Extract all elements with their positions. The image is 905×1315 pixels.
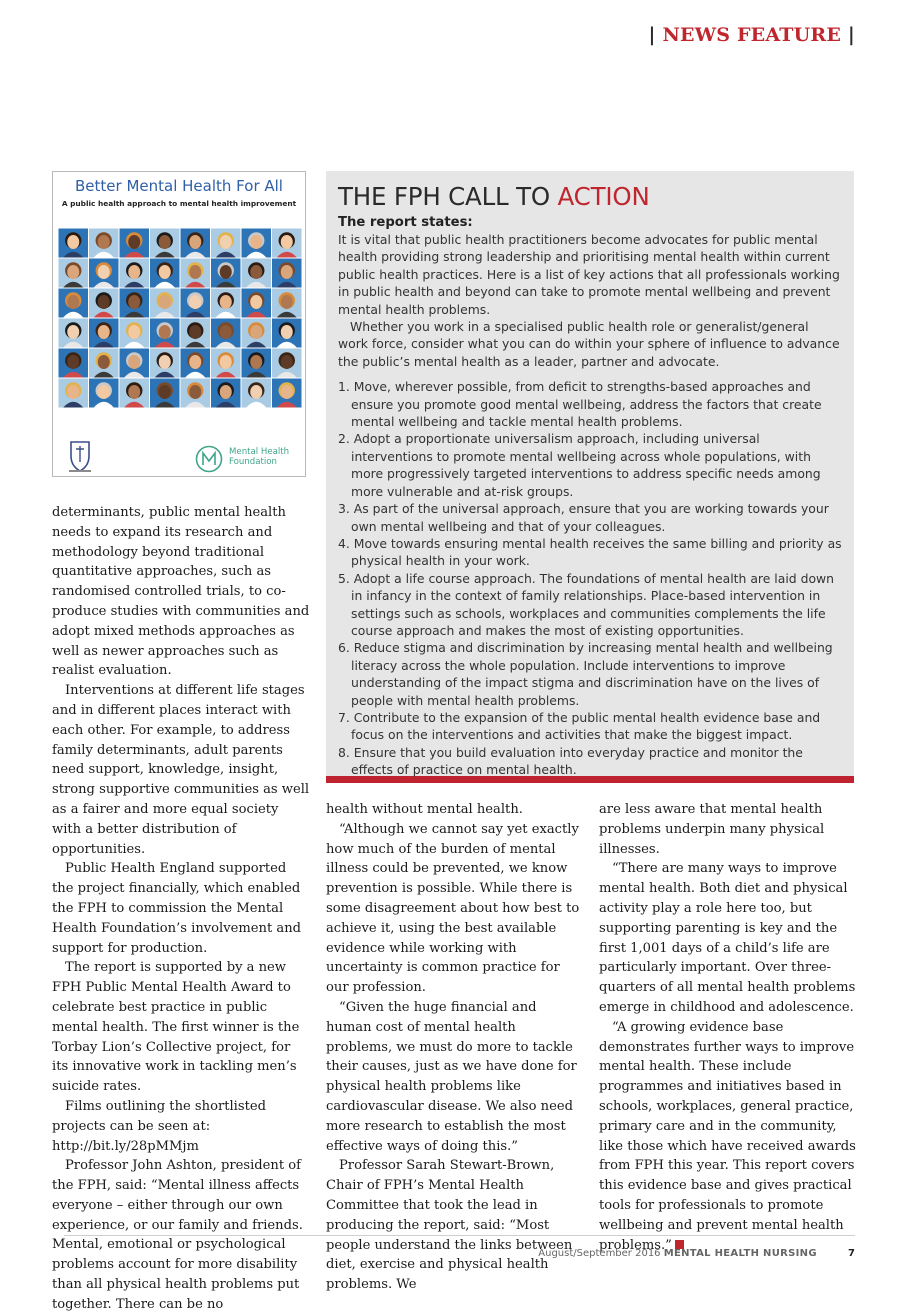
person-face — [250, 235, 262, 249]
body-column-1 — [52, 503, 310, 1315]
cta-title-accent: ACTION — [557, 182, 650, 211]
mhf-logo-line2: Foundation — [229, 456, 277, 467]
person-face — [128, 295, 140, 309]
body-paragraph: Films outlining the shortlisted projects can be seen at: http://bit.ly/28pMMjm — [52, 1098, 266, 1154]
body-paragraph: Professor John Ashton, president of the FPH, said: “Mental illness affects everyone – either through our own experience, or our family and friends. Mental, emotional or psychological problems account for more disability than all physical health problems put together. There can be no — [52, 1158, 303, 1312]
person-face — [189, 265, 201, 279]
person-face — [189, 385, 201, 399]
cta-action-item: 5. Adopt a life course approach. The foundations of mental health are laid down in infancy in the context of family relationships. Place-based intervention in settings such as schools, workplaces and communities complements the life course approach and makes the most of existing opportunities. — [338, 570, 835, 638]
cta-action-item: 8. Ensure that you build evaluation into everyday practice and monitor the effects of practice on mental health. — [338, 744, 803, 778]
body-paragraph: are less aware that mental health problems underpin many physical illnesses. — [599, 802, 825, 857]
person-face — [189, 235, 201, 249]
person-face — [220, 235, 232, 249]
report-cover-image — [52, 171, 306, 477]
person-face — [159, 385, 171, 399]
person-face — [250, 295, 262, 309]
person-face — [159, 325, 171, 339]
body-paragraph: The report is supported by a new FPH Public Mental Health Award to celebrate best practice in public mental health. The first winner is the Torbay Lion’s Collective project, for its innovative work in tackling men’s suicide rates. — [52, 960, 300, 1095]
person-face — [98, 355, 110, 369]
cover-subtitle: A public health approach to mental health improvement — [61, 199, 297, 208]
body-paragraph: health without mental health. — [326, 802, 523, 817]
body-paragraph: Professor Sarah Stewart-Brown, Chair of FPH’s Mental Health Committee that took the lead in producing the report, said: “Most people understand the links between diet, exercise and physical health problems. We — [326, 1158, 573, 1293]
person-face — [159, 295, 171, 309]
person-face — [220, 385, 232, 399]
person-face — [189, 295, 201, 309]
mhf-logo-line1: Mental Health — [229, 447, 290, 457]
person-face — [128, 325, 140, 339]
person-face — [220, 295, 232, 309]
body-column-2 — [326, 800, 584, 1295]
cta-action-item: 4. Move towards ensuring mental health receives the same billing and priority as physical health in your work. — [338, 535, 842, 569]
person-face — [281, 295, 293, 309]
cover-title: Better Mental Health For All — [75, 177, 283, 195]
cta-action-item: 7. Contribute to the expansion of the public mental health evidence base and focus on the interventions and activities that make the biggest impact. — [338, 709, 821, 743]
cta-intro: It is vital that public health practitioners become advocates for public mental health providing strong leadership and prioritising mental health within current public health practices. Here is a list of key actions that all professionals working in public health and beyond can take to promote mental wellbeing and prevent mental health problems. — [338, 232, 840, 317]
person-face — [128, 235, 140, 249]
person-face — [159, 265, 171, 279]
cta-title — [338, 181, 842, 213]
cta-title-main: THE FPH CALL TO — [338, 182, 558, 211]
cta-action-list — [338, 378, 842, 778]
person-face — [281, 325, 293, 339]
body-paragraph: “There are many ways to improve mental health. Both diet and physical activity play a role here too, but supporting parenting is key and the first 1,001 days of a child’s life are particularly important. Over three-quarters of all mental health problems emerge in childhood and adolescence. — [599, 861, 856, 1015]
person-face — [250, 355, 262, 369]
person-face — [250, 385, 262, 399]
call-to-action-box — [326, 171, 854, 783]
cover-faces-illustration — [58, 228, 302, 408]
person-face — [250, 265, 262, 279]
person-face — [220, 265, 232, 279]
body-paragraph: “Although we cannot say yet exactly how much of the burden of mental illness could be prevented, we know prevention is possible. While there is some disagreement about how best to achieve it, using the best available evidence while working with uncertainty is common practice for our profession. — [326, 821, 580, 996]
person-face — [128, 385, 140, 399]
person-face — [281, 265, 293, 279]
footer-issue: August/September 2016 — [538, 1248, 661, 1259]
person-face — [128, 265, 140, 279]
person-face — [98, 265, 110, 279]
person-face — [67, 295, 79, 309]
person-face — [220, 325, 232, 339]
footer-magazine: MENTAL HEALTH NURSING — [663, 1248, 817, 1259]
cta-intro-2: Whether you work in a specialised public health role or generalist/general work force, consider what you can do within your sphere of influence to advance the public’s mental health as a leader, partner and advocate. — [338, 319, 840, 369]
body-paragraph — [599, 1018, 857, 1256]
footer-rule — [64, 1235, 855, 1236]
person-face — [67, 325, 79, 339]
section-tag: | NEWS FEATURE | — [648, 24, 855, 46]
mental-health-foundation-logo — [194, 444, 224, 474]
cta-states-heading: The report states: — [338, 215, 473, 230]
person-face — [250, 325, 262, 339]
body-paragraph: “Given the huge financial and human cost of mental health problems, we must do more to tackle their causes, just as we have done for physical health problems like cardiovascular disease. We also need more research to establish the most effective ways of doing this.” — [326, 999, 577, 1154]
body-paragraph: Interventions at different life stages and in different places interact with each other. For example, to address family determinants, adult parents need support, knowledge, insight, strong supportive communities as well as a fairer and more equal society with a better distribution of opportunities. — [52, 683, 310, 857]
person-face — [128, 355, 140, 369]
page-number: 7 — [848, 1248, 855, 1259]
person-face — [159, 235, 171, 249]
person-face — [281, 355, 293, 369]
body-paragraph: Public Health England supported the project financially, which enabled the FPH to commission the Mental Health Foundation’s involvement and support for production. — [52, 861, 302, 956]
person-face — [98, 235, 110, 249]
person-face — [98, 385, 110, 399]
page-footer — [538, 1248, 855, 1259]
body-column-3 — [599, 800, 857, 1255]
person-face — [98, 325, 110, 339]
cta-action-item: 2. Adopt a proportionate universalism approach, including universal interventions to promote mental wellbeing across whole populations, with more progressively targeted interventions to address specific needs among more vulnerable and at-risk groups. — [338, 431, 821, 499]
person-face — [281, 235, 293, 249]
mhf-logo-text — [229, 448, 289, 467]
cta-action-item: 6. Reduce stigma and discrimination by increasing mental health and wellbeing literacy across the whole population. Include interventions to improve understanding of the impact stigma and discrimination have on the lives of people with mental health problems. — [338, 640, 833, 708]
fph-crest-logo — [67, 440, 93, 474]
person-face — [189, 325, 201, 339]
body-paragraph: determinants, public mental health needs to expand its research and methodology beyond traditional quantitative approaches, such as randomised controlled trials, to co-produce studies with communities and adopt mixed methods approaches as well as newer approaches such as realist evaluation. — [52, 505, 310, 679]
person-face — [67, 355, 79, 369]
closing-paragraph-text: “A growing evidence base demonstrates further ways to improve mental health. These include programmes and initiatives based in schools, workplaces, general practice, primary care and in the community, like those which have received awards from FPH this year. This report covers this evidence base and gives practical tools for professionals to promote wellbeing and prevent mental health problems.” — [599, 1019, 856, 1253]
person-face — [189, 355, 201, 369]
person-face — [67, 235, 79, 249]
cta-action-item: 3. As part of the universal approach, ensure that you are working towards your own mental wellbeing and that of your colleagues. — [338, 501, 829, 534]
person-face — [67, 265, 79, 279]
person-face — [159, 355, 171, 369]
cta-action-item: 1. Move, wherever possible, from deficit to strengths-based approaches and ensure you promote good mental wellbeing, address the factors that create mental wellbeing and tackle mental health problems. — [338, 379, 822, 430]
person-face — [98, 295, 110, 309]
person-face — [281, 385, 293, 399]
section-label: NEWS FEATURE — [662, 24, 842, 46]
person-face — [67, 385, 79, 399]
person-face — [220, 355, 232, 369]
